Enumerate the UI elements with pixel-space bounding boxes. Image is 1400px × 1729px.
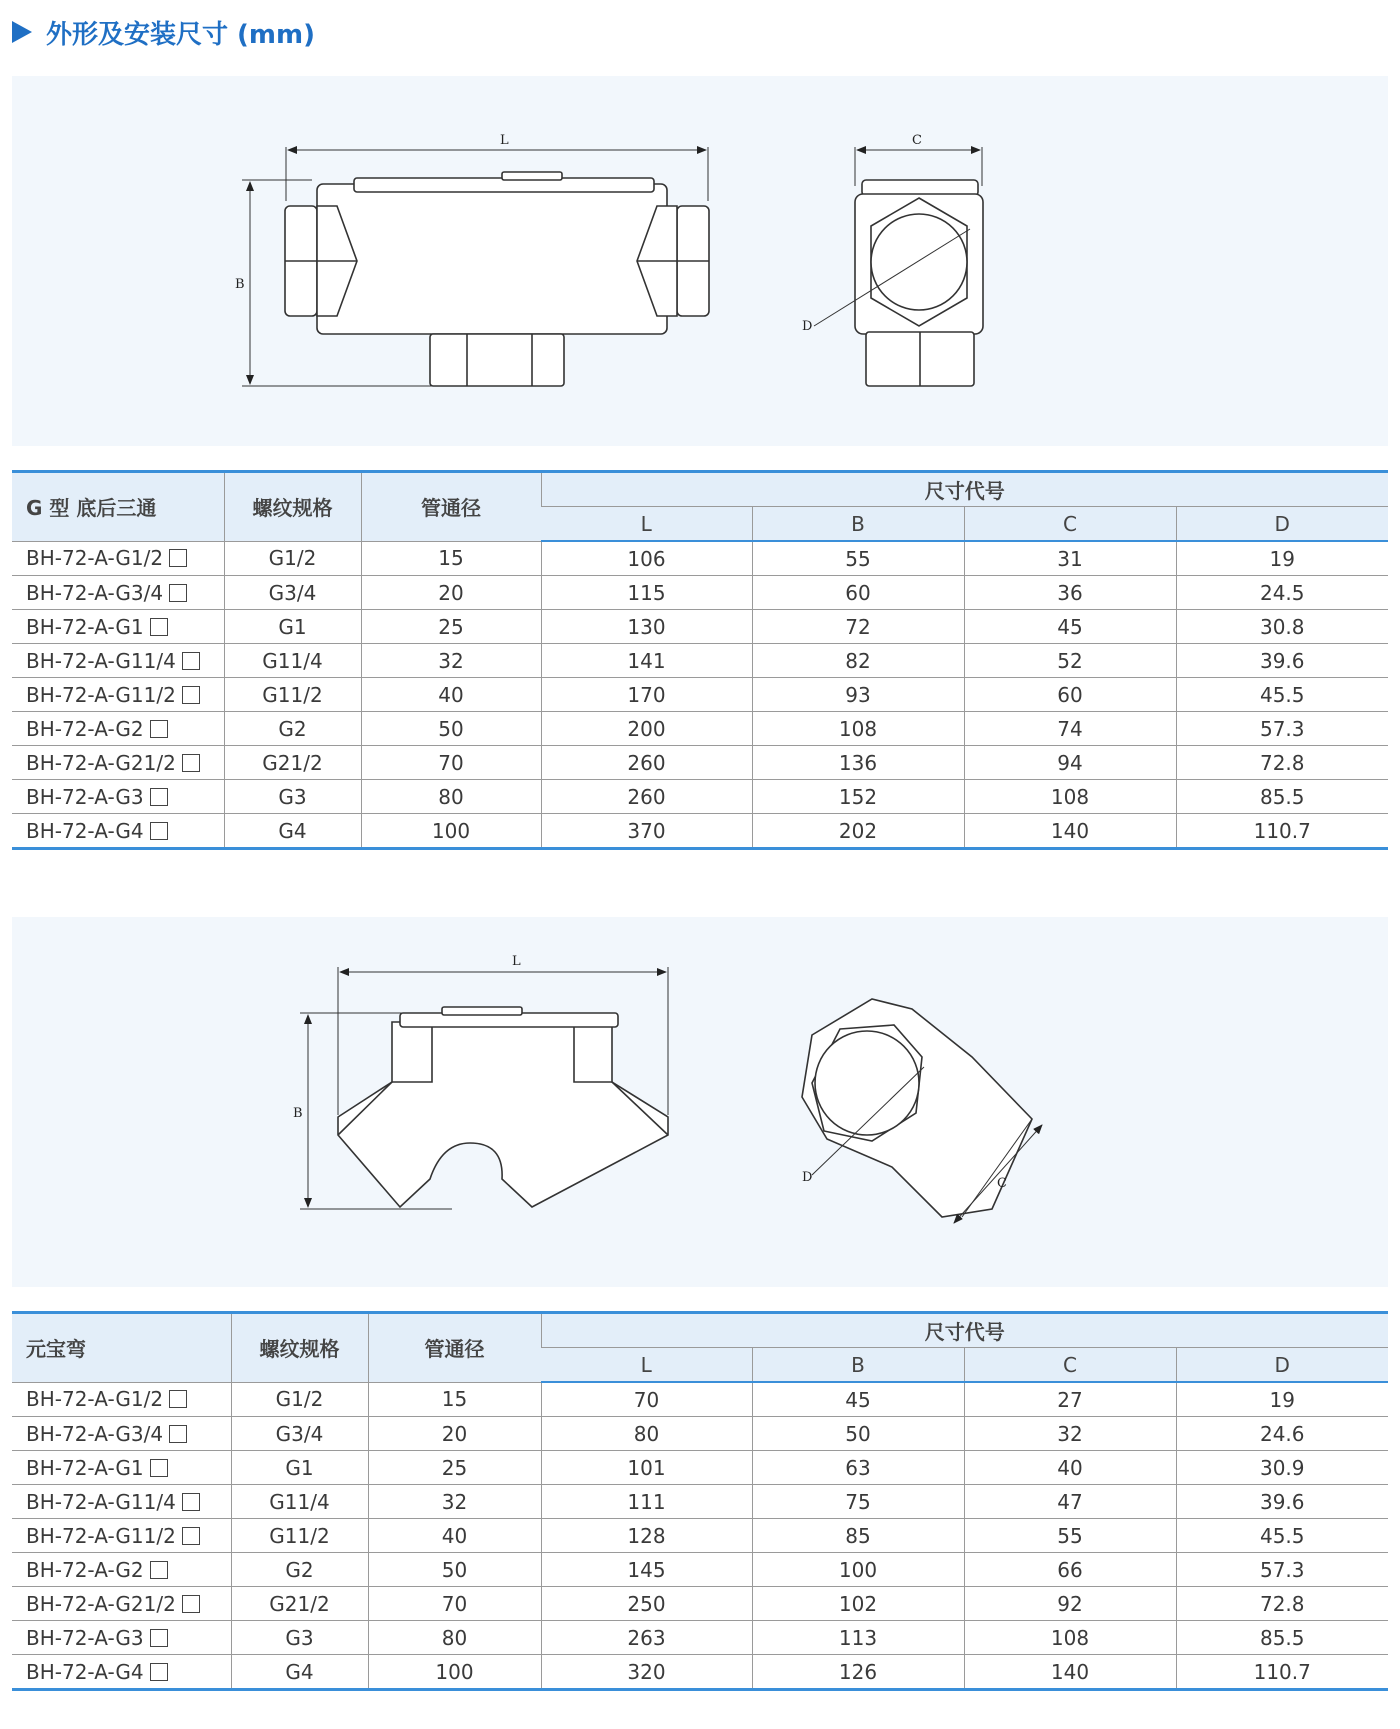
model-name: BH-72-A-G2 <box>26 716 144 741</box>
l-cell: 141 <box>541 644 752 678</box>
table-row <box>12 1621 1388 1655</box>
dim-B-label: B <box>293 1106 303 1121</box>
l-cell: 106 <box>541 541 752 576</box>
dim-D-label: D <box>802 319 813 334</box>
model-cell <box>12 541 224 576</box>
b-cell: 72 <box>752 610 964 644</box>
c-cell: 60 <box>964 678 1176 712</box>
tee-table-body <box>12 541 1388 849</box>
dim-L-label: L <box>500 133 509 148</box>
bore-cell: 50 <box>361 712 541 746</box>
thread-cell: G11/2 <box>224 678 361 712</box>
b-cell: 93 <box>752 678 964 712</box>
section-title-text: 外形及安装尺寸 (mm) <box>46 19 316 50</box>
checkbox-icon <box>150 788 168 806</box>
d-cell: 72.8 <box>1176 746 1388 780</box>
dim-B-label: B <box>235 277 245 292</box>
checkbox-icon <box>182 686 200 704</box>
model-cell <box>12 1553 231 1587</box>
checkbox-icon <box>150 822 168 840</box>
l-cell: 80 <box>541 1417 752 1451</box>
bore-cell: 40 <box>361 678 541 712</box>
model-cell <box>12 814 224 849</box>
header-name: 元宝弯 <box>12 1313 231 1383</box>
d-cell: 19 <box>1176 1382 1388 1417</box>
checkbox-icon <box>182 652 200 670</box>
bore-cell: 20 <box>368 1417 541 1451</box>
thread-cell: G3 <box>231 1621 368 1655</box>
table-row <box>12 1655 1388 1690</box>
d-cell: 110.7 <box>1176 814 1388 849</box>
d-cell: 39.6 <box>1176 1485 1388 1519</box>
thread-cell: G11/4 <box>231 1485 368 1519</box>
header-L: L <box>541 507 752 542</box>
header-thread: 螺纹规格 <box>224 472 361 542</box>
elbow-drawing-panel <box>12 917 1388 1287</box>
l-cell: 320 <box>541 1655 752 1690</box>
l-cell: 250 <box>541 1587 752 1621</box>
table-row <box>12 814 1388 849</box>
bore-cell: 100 <box>368 1655 541 1690</box>
l-cell: 128 <box>541 1519 752 1553</box>
table-row <box>12 1417 1388 1451</box>
model-cell <box>12 1519 231 1553</box>
d-cell: 85.5 <box>1176 1621 1388 1655</box>
b-cell: 63 <box>752 1451 964 1485</box>
d-cell: 24.6 <box>1176 1417 1388 1451</box>
model-name: BH-72-A-G2 <box>26 1557 144 1582</box>
l-cell: 260 <box>541 780 752 814</box>
model-cell <box>12 576 224 610</box>
checkbox-icon <box>150 1561 168 1579</box>
checkbox-icon <box>169 549 187 567</box>
b-cell: 126 <box>752 1655 964 1690</box>
header-thread: 螺纹规格 <box>231 1313 368 1383</box>
b-cell: 102 <box>752 1587 964 1621</box>
header-B: B <box>752 507 964 542</box>
c-cell: 66 <box>964 1553 1176 1587</box>
c-cell: 40 <box>964 1451 1176 1485</box>
d-cell: 19 <box>1176 541 1388 576</box>
table-row <box>12 746 1388 780</box>
model-name: BH-72-A-G11/2 <box>26 682 176 707</box>
thread-cell: G21/2 <box>224 746 361 780</box>
model-name: BH-72-A-G11/4 <box>26 1489 176 1514</box>
checkbox-icon <box>182 1527 200 1545</box>
table-row <box>12 712 1388 746</box>
checkbox-icon <box>182 754 200 772</box>
c-cell: 74 <box>964 712 1176 746</box>
model-name: BH-72-A-G21/2 <box>26 1591 176 1616</box>
bore-cell: 15 <box>368 1382 541 1417</box>
c-cell: 45 <box>964 610 1176 644</box>
section-title <box>12 12 315 52</box>
checkbox-icon <box>150 720 168 738</box>
c-cell: 31 <box>964 541 1176 576</box>
d-cell: 30.9 <box>1176 1451 1388 1485</box>
d-cell: 39.6 <box>1176 644 1388 678</box>
l-cell: 115 <box>541 576 752 610</box>
thread-cell: G4 <box>231 1655 368 1690</box>
model-cell <box>12 1382 231 1417</box>
bore-cell: 25 <box>368 1451 541 1485</box>
model-name: BH-72-A-G4 <box>26 818 144 843</box>
dim-D-label: D <box>802 1170 813 1185</box>
d-cell: 57.3 <box>1176 1553 1388 1587</box>
model-name: BH-72-A-G11/4 <box>26 648 176 673</box>
thread-cell: G1 <box>231 1451 368 1485</box>
l-cell: 200 <box>541 712 752 746</box>
l-cell: 263 <box>541 1621 752 1655</box>
model-cell <box>12 1485 231 1519</box>
model-cell <box>12 780 224 814</box>
c-cell: 55 <box>964 1519 1176 1553</box>
header-bore: 管通径 <box>368 1313 541 1383</box>
dim-L-label: L <box>512 954 521 969</box>
table-row <box>12 1451 1388 1485</box>
thread-cell: G1 <box>224 610 361 644</box>
d-cell: 110.7 <box>1176 1655 1388 1690</box>
header-B: B <box>752 1348 964 1383</box>
checkbox-icon <box>150 1629 168 1647</box>
d-cell: 45.5 <box>1176 678 1388 712</box>
thread-cell: G1/2 <box>224 541 361 576</box>
model-cell <box>12 1451 231 1485</box>
l-cell: 260 <box>541 746 752 780</box>
header-L: L <box>541 1348 752 1383</box>
model-name: BH-72-A-G4 <box>26 1659 144 1684</box>
thread-cell: G3 <box>224 780 361 814</box>
elbow-table-body <box>12 1382 1388 1690</box>
table-row <box>12 1587 1388 1621</box>
b-cell: 45 <box>752 1382 964 1417</box>
model-cell <box>12 1417 231 1451</box>
thread-cell: G1/2 <box>231 1382 368 1417</box>
model-name: BH-72-A-G1/2 <box>26 546 164 571</box>
table-row <box>12 541 1388 576</box>
l-cell: 370 <box>541 814 752 849</box>
b-cell: 50 <box>752 1417 964 1451</box>
checkbox-icon <box>150 1663 168 1681</box>
tee-drawing-panel <box>12 76 1388 446</box>
c-cell: 140 <box>964 814 1176 849</box>
model-cell <box>12 1587 231 1621</box>
c-cell: 52 <box>964 644 1176 678</box>
c-cell: 92 <box>964 1587 1176 1621</box>
model-name: BH-72-A-G3/4 <box>26 580 164 605</box>
bore-cell: 80 <box>361 780 541 814</box>
d-cell: 45.5 <box>1176 1519 1388 1553</box>
model-cell <box>12 678 224 712</box>
b-cell: 136 <box>752 746 964 780</box>
bore-cell: 15 <box>361 541 541 576</box>
b-cell: 60 <box>752 576 964 610</box>
thread-cell: G21/2 <box>231 1587 368 1621</box>
model-name: BH-72-A-G21/2 <box>26 750 176 775</box>
bore-cell: 25 <box>361 610 541 644</box>
thread-cell: G2 <box>231 1553 368 1587</box>
d-cell: 85.5 <box>1176 780 1388 814</box>
model-cell <box>12 746 224 780</box>
bore-cell: 32 <box>368 1485 541 1519</box>
dim-C-label: C <box>997 1176 1007 1191</box>
header-C: C <box>964 1348 1176 1383</box>
model-name: BH-72-A-G11/2 <box>26 1523 176 1548</box>
table-row <box>12 678 1388 712</box>
table-row <box>12 1382 1388 1417</box>
table-row <box>12 610 1388 644</box>
header-D: D <box>1176 507 1388 542</box>
d-cell: 30.8 <box>1176 610 1388 644</box>
header-D: D <box>1176 1348 1388 1383</box>
l-cell: 70 <box>541 1382 752 1417</box>
l-cell: 101 <box>541 1451 752 1485</box>
model-name: BH-72-A-G3 <box>26 784 144 809</box>
b-cell: 113 <box>752 1621 964 1655</box>
thread-cell: G2 <box>224 712 361 746</box>
checkbox-icon <box>182 1493 200 1511</box>
dim-C-label: C <box>912 133 922 148</box>
triangle-bullet-icon <box>12 21 32 43</box>
header-dim-group: 尺寸代号 <box>541 1313 1388 1348</box>
model-name: BH-72-A-G1 <box>26 614 144 639</box>
checkbox-icon <box>169 584 187 602</box>
checkbox-icon <box>150 618 168 636</box>
tee-side-view <box>814 147 983 386</box>
model-name: BH-72-A-G1/2 <box>26 1387 164 1412</box>
table-row <box>12 1519 1388 1553</box>
tee-drawing <box>12 76 1388 446</box>
model-name: BH-72-A-G3 <box>26 1625 144 1650</box>
b-cell: 55 <box>752 541 964 576</box>
thread-cell: G11/2 <box>231 1519 368 1553</box>
tee-dimension-table <box>12 470 1388 850</box>
b-cell: 82 <box>752 644 964 678</box>
header-C: C <box>964 507 1176 542</box>
d-cell: 57.3 <box>1176 712 1388 746</box>
d-cell: 24.5 <box>1176 576 1388 610</box>
l-cell: 130 <box>541 610 752 644</box>
c-cell: 94 <box>964 746 1176 780</box>
bore-cell: 70 <box>368 1587 541 1621</box>
thread-cell: G4 <box>224 814 361 849</box>
table-row <box>12 576 1388 610</box>
checkbox-icon <box>150 1459 168 1477</box>
b-cell: 152 <box>752 780 964 814</box>
b-cell: 100 <box>752 1553 964 1587</box>
model-cell <box>12 1621 231 1655</box>
header-name: G 型 底后三通 <box>12 472 224 542</box>
bore-cell: 50 <box>368 1553 541 1587</box>
l-cell: 170 <box>541 678 752 712</box>
bore-cell: 100 <box>361 814 541 849</box>
b-cell: 202 <box>752 814 964 849</box>
b-cell: 75 <box>752 1485 964 1519</box>
thread-cell: G3/4 <box>224 576 361 610</box>
bore-cell: 32 <box>361 644 541 678</box>
model-cell <box>12 1655 231 1690</box>
c-cell: 36 <box>964 576 1176 610</box>
table-row <box>12 1485 1388 1519</box>
checkbox-icon <box>169 1425 187 1443</box>
bore-cell: 20 <box>361 576 541 610</box>
bore-cell: 70 <box>361 746 541 780</box>
model-cell <box>12 644 224 678</box>
header-dim-group: 尺寸代号 <box>541 472 1388 507</box>
bore-cell: 80 <box>368 1621 541 1655</box>
c-cell: 27 <box>964 1382 1176 1417</box>
d-cell: 72.8 <box>1176 1587 1388 1621</box>
bore-cell: 40 <box>368 1519 541 1553</box>
checkbox-icon <box>169 1390 187 1408</box>
elbow-dimension-table <box>12 1311 1388 1691</box>
b-cell: 85 <box>752 1519 964 1553</box>
l-cell: 145 <box>541 1553 752 1587</box>
c-cell: 108 <box>964 780 1176 814</box>
model-cell <box>12 610 224 644</box>
table-row <box>12 1553 1388 1587</box>
model-name: BH-72-A-G3/4 <box>26 1421 164 1446</box>
model-name: BH-72-A-G1 <box>26 1455 144 1480</box>
table-row <box>12 780 1388 814</box>
b-cell: 108 <box>752 712 964 746</box>
c-cell: 140 <box>964 1655 1176 1690</box>
model-cell <box>12 712 224 746</box>
c-cell: 108 <box>964 1621 1176 1655</box>
l-cell: 111 <box>541 1485 752 1519</box>
elbow-front-view <box>300 967 668 1209</box>
c-cell: 47 <box>964 1485 1176 1519</box>
thread-cell: G11/4 <box>224 644 361 678</box>
table-row <box>12 644 1388 678</box>
checkbox-icon <box>182 1595 200 1613</box>
c-cell: 32 <box>964 1417 1176 1451</box>
header-bore: 管通径 <box>361 472 541 542</box>
tee-front-view <box>242 147 709 386</box>
elbow-drawing <box>12 917 1388 1287</box>
thread-cell: G3/4 <box>231 1417 368 1451</box>
